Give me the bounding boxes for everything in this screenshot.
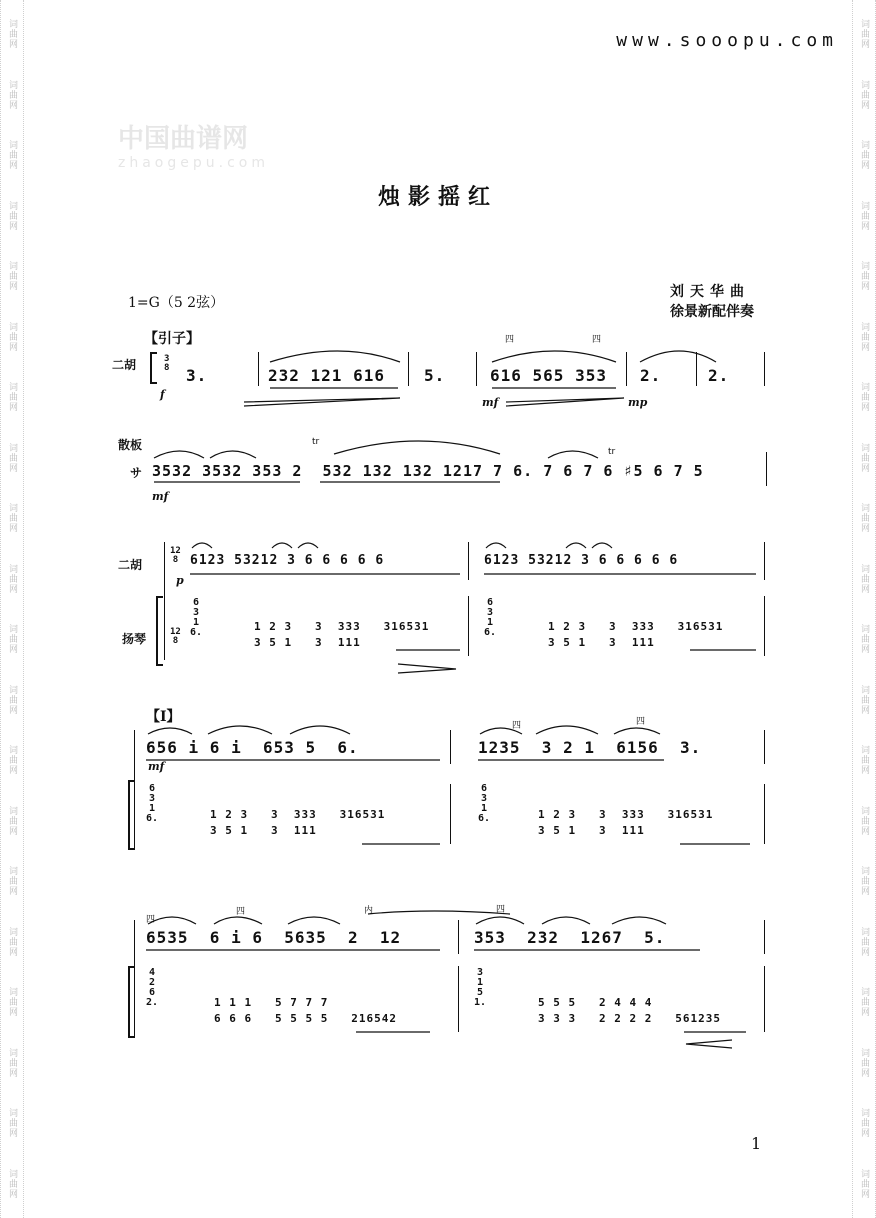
ts-bottom: 8 [172, 555, 179, 565]
side-mark: 词曲网 [859, 382, 869, 413]
position-mark: 四 [496, 905, 506, 915]
watermark-url: zhaogepu.com [118, 155, 269, 171]
side-mark: 词曲网 [859, 503, 869, 534]
yangqin-notes-b-bottom: 3 3 3 2 2 2 2 561235 [538, 1012, 721, 1025]
notes-intro-e: 2. [640, 366, 662, 385]
side-mark: 词曲网 [7, 987, 17, 1018]
ts-bottom: 8 [164, 363, 170, 373]
yangqin-notes-a-top: 1 1 1 5 7 7 7 [214, 996, 329, 1009]
instrument-erhu: 二胡 [112, 358, 137, 372]
side-mark: 词曲网 [859, 261, 869, 292]
dynamic-p: p [176, 574, 184, 587]
position-mark: 内 [364, 906, 374, 916]
slur [492, 351, 616, 362]
side-mark: 词曲网 [7, 926, 17, 957]
slur [640, 351, 716, 362]
chord-note: 1 [148, 803, 156, 814]
trill-mark: tr [608, 447, 616, 457]
chord-note: 3 [486, 607, 494, 618]
slur [592, 543, 612, 548]
side-mark: 词曲网 [7, 79, 17, 110]
side-mark: 词曲网 [859, 563, 869, 594]
side-mark: 词曲网 [859, 442, 869, 473]
slur [208, 726, 272, 734]
side-mark: 词曲网 [859, 1108, 869, 1139]
side-mark: 词曲网 [7, 321, 17, 352]
dynamic-mf: mf [152, 490, 169, 503]
side-mark: 词曲网 [859, 866, 869, 897]
erhu-notes-a: 6535 6 i 6 5635 2 12 [146, 928, 402, 947]
slur [486, 543, 506, 548]
chord-note: 6. [146, 813, 159, 824]
yangqin-notes-a-bottom: 3 5 1 3 111 [254, 636, 361, 649]
slur [536, 726, 598, 734]
notes-intro-f: 2. [708, 366, 730, 385]
slur [290, 726, 350, 734]
side-mark: 词曲网 [859, 140, 869, 171]
section-intro: 【引子】 [144, 331, 200, 347]
chord-note: 1 [192, 617, 200, 628]
chord-note: 6 [148, 987, 156, 998]
erhu-notes-b: 353 232 1267 5. [474, 928, 666, 947]
side-mark: 词曲网 [859, 987, 869, 1018]
notes-intro-c: 5. [424, 366, 446, 385]
notes-intro-b: 232 121 616 [268, 366, 385, 385]
side-mark: 词曲网 [859, 926, 869, 957]
side-mark: 词曲网 [7, 1047, 17, 1078]
trill-mark: tr [312, 437, 320, 447]
side-mark: 词曲网 [859, 1047, 869, 1078]
side-mark: 词曲网 [859, 745, 869, 776]
chord-note: 3 [148, 793, 156, 804]
side-mark: 词曲网 [7, 261, 17, 292]
chord-note: 6 [148, 783, 156, 794]
slur [566, 543, 586, 548]
dynamic-mf: mf [148, 760, 165, 773]
side-mark: 词曲网 [7, 503, 17, 534]
yangqin-notes-b-top: 1 2 3 3 333 316531 [538, 808, 714, 821]
chord-note: 3 [480, 793, 488, 804]
instrument-yangqin: 扬琴 [122, 632, 147, 646]
position-mark: 四 [505, 335, 515, 345]
yangqin-notes-a-top: 1 2 3 3 333 316531 [210, 808, 386, 821]
slur [614, 728, 660, 734]
chord-note: 1. [474, 997, 487, 1008]
notes-free-tempo: 3532 3532 353 2 532 132 132 1217 7 6. 7 6 7 6 ♯5 6 7 5 [152, 462, 704, 480]
ts-top: 3 [164, 354, 170, 364]
slur [542, 917, 590, 924]
yangqin-notes-b-top: 1 2 3 3 333 316531 [548, 620, 724, 633]
instrument-erhu: 二胡 [118, 558, 143, 572]
yangqin-notes-a-top: 1 2 3 3 333 316531 [254, 620, 430, 633]
slur [298, 543, 318, 548]
yangqin-notes-b-top: 5 5 5 2 4 4 4 [538, 996, 653, 1009]
slur [154, 451, 204, 458]
chord-note: 5 [476, 987, 484, 998]
side-mark: 词曲网 [7, 866, 17, 897]
chord-note: 6 [480, 783, 488, 794]
slur [476, 917, 524, 924]
side-mark: 词曲网 [859, 805, 869, 836]
position-mark: 四 [592, 335, 602, 345]
hairpin [398, 664, 456, 673]
dynamic-mf: mf [482, 396, 499, 409]
hairpin [244, 398, 400, 406]
tempo-marking: 散板 [118, 438, 143, 452]
ts-bottom: 8 [172, 636, 179, 646]
yangqin-notes-b-bottom: 3 5 1 3 111 [538, 824, 645, 837]
side-mark: 词曲网 [7, 563, 17, 594]
slur [334, 441, 500, 454]
key-signature: 1=G（5 2弦） [128, 295, 225, 311]
site-url[interactable]: www.sooopu.com [616, 30, 838, 51]
composer: 刘天华曲 [670, 284, 750, 300]
side-mark: 词曲网 [7, 442, 17, 473]
notes-intro-a: 3. [186, 366, 208, 385]
section-one: 【Ⅰ】 [146, 709, 181, 725]
slur [270, 351, 400, 362]
page-number: 1 [751, 1134, 762, 1153]
side-mark: 词曲网 [7, 1168, 17, 1199]
side-mark: 词曲网 [7, 684, 17, 715]
yangqin-notes-a-bottom: 6 6 6 5 5 5 5 216542 [214, 1012, 397, 1025]
position-mark: 四 [636, 717, 646, 727]
slur [272, 543, 292, 548]
slur [480, 728, 522, 734]
slur [148, 728, 192, 734]
side-mark: 词曲网 [7, 745, 17, 776]
notes-intro-d: 616 565 353 [490, 366, 607, 385]
chord-note: 1 [480, 803, 488, 814]
slur [288, 917, 340, 924]
erhu-notes-b: 1235 3 2 1 6156 3. [478, 738, 702, 757]
watermark-text: 中国曲谱网 [118, 124, 249, 154]
side-mark: 词曲网 [7, 200, 17, 231]
chord-note: 6 [192, 597, 200, 608]
side-mark: 词曲网 [859, 1168, 869, 1199]
side-mark: 词曲网 [7, 140, 17, 171]
yangqin-notes-a-bottom: 3 5 1 3 111 [210, 824, 317, 837]
position-mark: 四 [146, 915, 156, 925]
arranger: 徐景新配伴奏 [670, 304, 754, 320]
erhu-notes-a: 6123 53212 3 6 6 6 6 6 [190, 553, 385, 568]
chord-note: 1 [476, 977, 484, 988]
chord-note: 3 [192, 607, 200, 618]
side-mark: 词曲网 [859, 79, 869, 110]
chord-note: 2. [146, 997, 159, 1008]
erhu-notes-b: 6123 53212 3 6 6 6 6 6 [484, 553, 679, 568]
chord-note: 2 [148, 977, 156, 988]
side-mark: 词曲网 [7, 1108, 17, 1139]
side-mark: 词曲网 [7, 624, 17, 655]
chord-note: 4 [148, 967, 156, 978]
side-mark: 词曲网 [859, 19, 869, 50]
slur [214, 917, 262, 924]
chord-note: 6. [190, 627, 203, 638]
yangqin-notes-b-bottom: 3 5 1 3 111 [548, 636, 655, 649]
side-mark: 词曲网 [7, 19, 17, 50]
side-mark: 词曲网 [859, 624, 869, 655]
chord-note: 6. [478, 813, 491, 824]
chord-note: 6. [484, 627, 497, 638]
ts-top: 12 [170, 627, 181, 637]
slur [192, 543, 212, 548]
side-mark: 词曲网 [859, 200, 869, 231]
position-mark: 四 [236, 907, 246, 917]
slur [368, 911, 510, 914]
hairpin [506, 398, 624, 406]
dynamic-mp: mp [628, 396, 648, 409]
slur [612, 917, 666, 924]
hairpin [686, 1040, 732, 1048]
clef-mark: サ [130, 466, 143, 480]
score-title: 烛影摇红 [377, 184, 498, 210]
position-mark: 四 [512, 721, 522, 731]
ts-top: 12 [170, 546, 181, 556]
side-mark: 词曲网 [859, 321, 869, 352]
side-mark: 词曲网 [859, 684, 869, 715]
slur [148, 917, 196, 924]
chord-note: 6 [486, 597, 494, 608]
side-mark: 词曲网 [7, 805, 17, 836]
dynamic-f: f [160, 388, 165, 401]
slur [210, 451, 256, 458]
erhu-notes-a: 656 i 6 i 653 5 6. [146, 738, 359, 757]
slur [548, 451, 598, 458]
chord-note: 3 [476, 967, 484, 978]
side-mark: 词曲网 [7, 382, 17, 413]
chord-note: 1 [486, 617, 494, 628]
